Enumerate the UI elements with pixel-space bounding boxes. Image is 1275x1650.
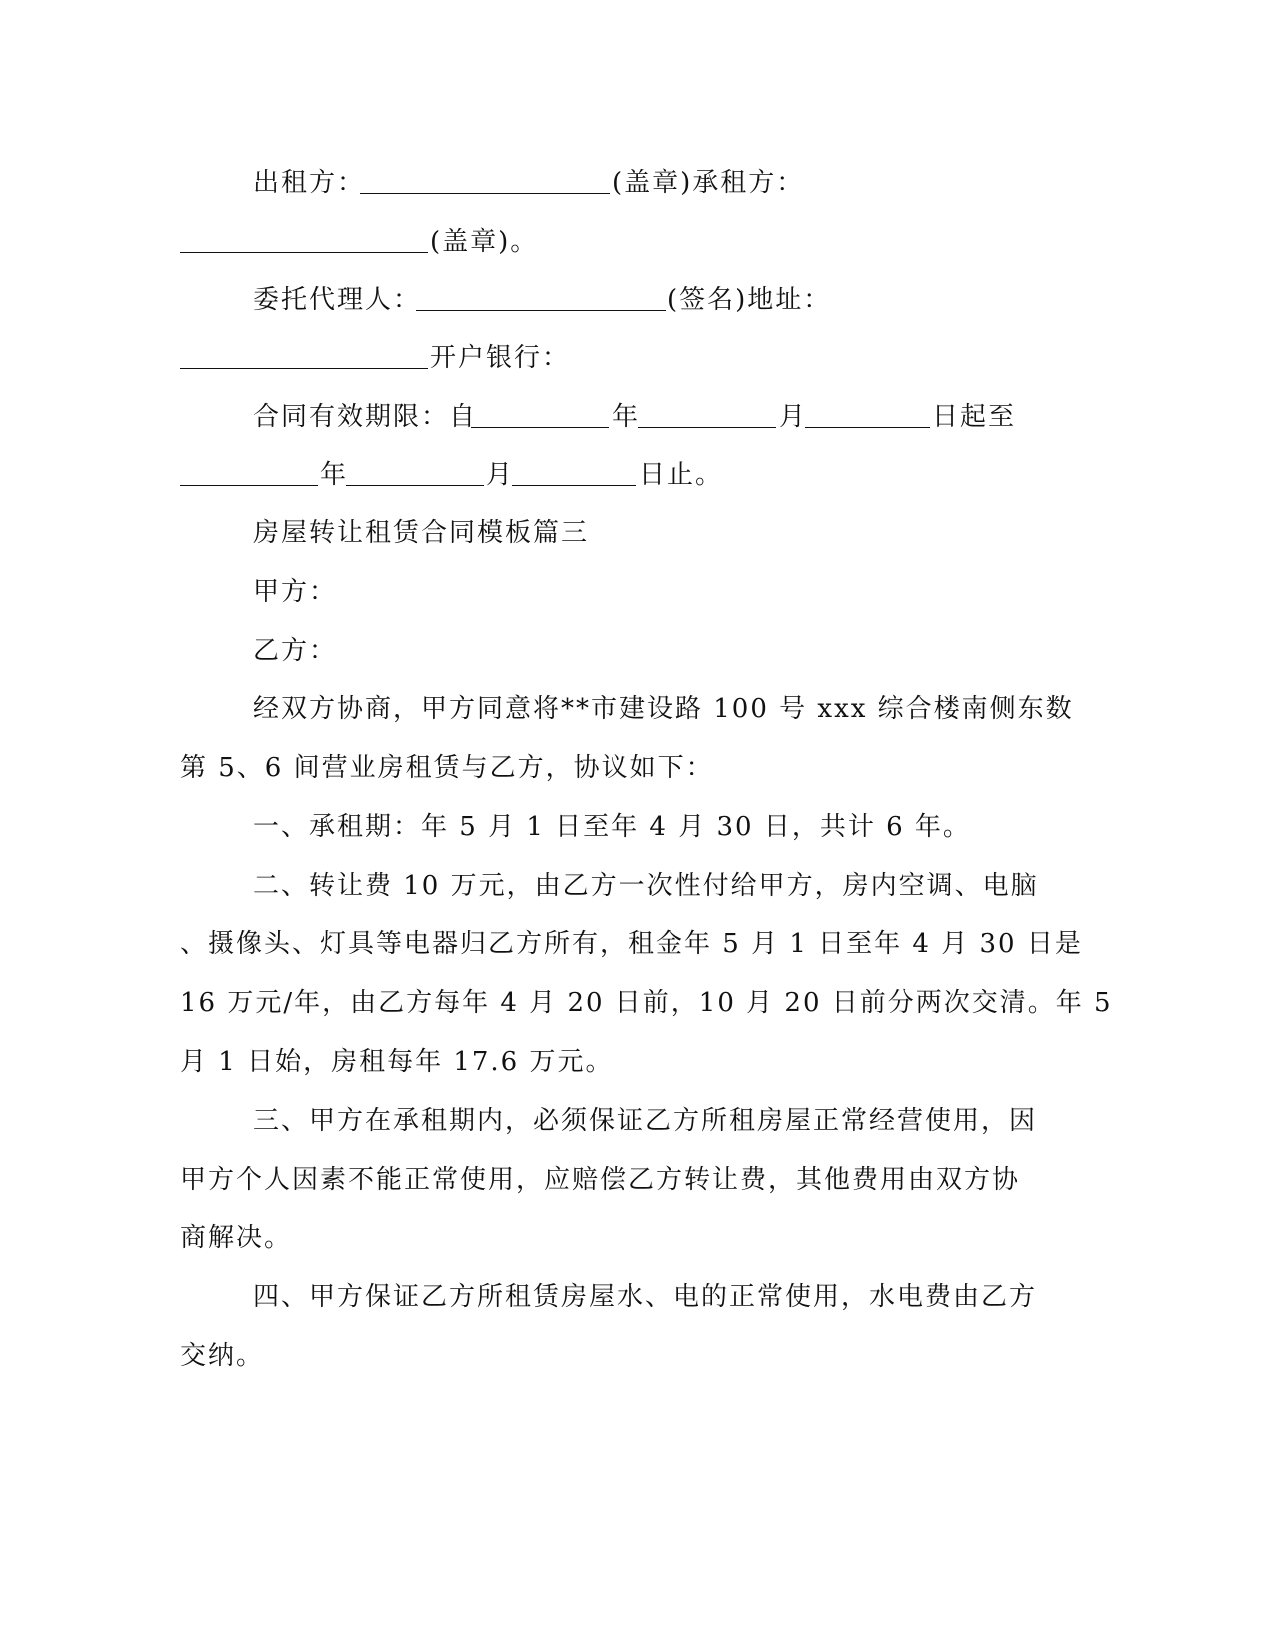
paragraph-1-line-1: 经双方协商，甲方同意将**市建设路 100 号 xxx 综合楼南侧东数 (253, 694, 1074, 724)
lessor-blank (360, 163, 610, 203)
paragraph-5-line-1: 四、甲方保证乙方所租赁房屋水、电的正常使用，水电费由乙方 (253, 1282, 1038, 1312)
paragraph-line (0, 689, 1275, 729)
validity-label: 合同有效期限：自 (253, 402, 478, 432)
address-blank (180, 338, 428, 378)
party-b-line (0, 631, 1275, 671)
section-title-line (0, 513, 1275, 553)
agent-blank (416, 280, 666, 320)
lessor-line (0, 163, 1275, 203)
paragraph-line (0, 748, 1275, 788)
validity-line (0, 397, 1275, 437)
paragraph-line (0, 1101, 1275, 1141)
seal-lessor-text: (盖章)承租方： (612, 168, 805, 198)
paragraph-4-line-3: 商解决。 (180, 1223, 293, 1253)
paragraph-2-line-1: 一、承租期：年 5 月 1 日至年 4 月 30 日，共计 6 年。 (253, 812, 971, 842)
party-a-line (0, 572, 1275, 612)
paragraph-line (0, 983, 1275, 1023)
paragraph-line (0, 924, 1275, 964)
paragraph-line (0, 1218, 1275, 1258)
lessee-seal-line (0, 222, 1275, 262)
validity-month-text: 月 (779, 402, 808, 432)
paragraph-4-line-2: 甲方个人因素不能正常使用，应赔偿乙方转让费，其他费用由双方协 (180, 1165, 1021, 1195)
end-day-blank (512, 455, 636, 495)
validity-day-from-text: 日起至 (932, 402, 1017, 432)
party-a-label: 甲方： (253, 577, 338, 607)
bank-label: 开户银行： (430, 343, 571, 373)
paragraph-line (0, 1336, 1275, 1376)
validity-year-text: 年 (612, 402, 641, 432)
paragraph-line (0, 866, 1275, 906)
lessor-label: 出租方： (253, 168, 366, 198)
lessee-blank (180, 222, 428, 262)
sign-address-text: (签名)地址： (667, 285, 832, 315)
end-year-blank (180, 455, 318, 495)
paragraph-5-line-2: 交纳。 (180, 1341, 265, 1371)
validity-end-line (0, 455, 1275, 495)
paragraph-1-line-2: 第 5、6 间营业房租赁与乙方，协议如下： (180, 753, 714, 783)
end-year-text: 年 (320, 460, 349, 490)
paragraph-line (0, 1160, 1275, 1200)
agent-label: 委托代理人： (253, 285, 422, 315)
validity-month-blank (638, 397, 776, 437)
end-day-until-text: 日止。 (639, 460, 724, 490)
paragraph-4-line-1: 三、甲方在承租期内，必须保证乙方所租房屋正常经营使用，因 (253, 1106, 1038, 1136)
bank-line (0, 338, 1275, 378)
paragraph-line (0, 1042, 1275, 1082)
paragraph-3-line-2: 、摄像头、灯具等电器归乙方所有，租金年 5 月 1 日至年 4 月 30 日是 (180, 929, 1083, 959)
party-b-label: 乙方： (253, 636, 338, 666)
section-title: 房屋转让租赁合同模板篇三 (253, 518, 590, 548)
paragraph-3-line-4: 月 1 日始，房租每年 17.6 万元。 (180, 1047, 614, 1077)
validity-day-blank (805, 397, 930, 437)
paragraph-line (0, 807, 1275, 847)
agent-line (0, 280, 1275, 320)
seal-lessee-text: (盖章)。 (430, 227, 539, 257)
paragraph-line (0, 1277, 1275, 1317)
end-month-blank (346, 455, 484, 495)
end-month-text: 月 (486, 460, 515, 490)
validity-year-blank (471, 397, 609, 437)
paragraph-3-line-1: 二、转让费 10 万元，由乙方一次性付给甲方，房内空调、电脑 (253, 871, 1039, 901)
paragraph-3-line-3: 16 万元/年，由乙方每年 4 月 20 日前，10 月 20 日前分两次交清。年 5 (180, 988, 1113, 1018)
